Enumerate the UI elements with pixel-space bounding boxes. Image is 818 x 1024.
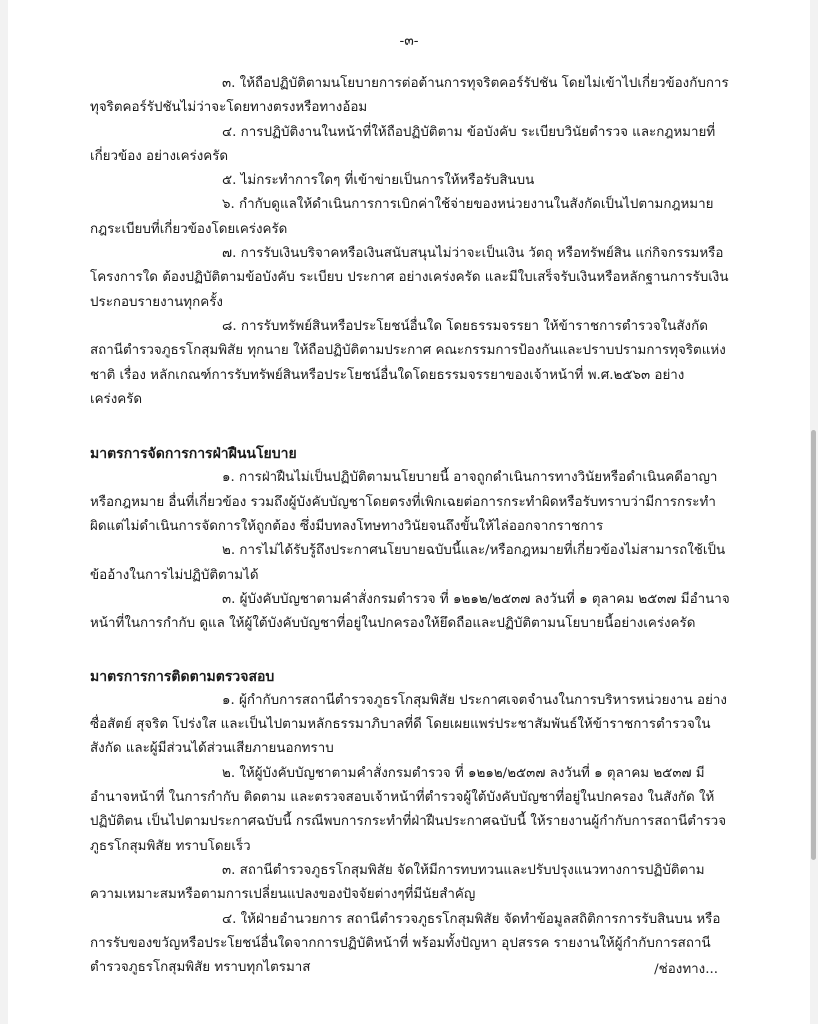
violation-item: ๑. การฝ่าฝืนไม่เป็นปฏิบัติตามนโยบายนี้ อาจถูกดำเนินการทางวินัยหรือดำเนินคดีอาญาหรือกฎหมาย อื่นที่เกี่ยวข้อง รวมถึงผู้บังคับบัญชาโดยตรงที่เพิกเฉยต่อการกระทำผิดหรือรับทราบว่ามีการกระทำผิดแต่ไม่ดำเนินการจัดการให้ถูกต้อง ซึ่งมีบทลงโทษทางวินัยจนถึงขั้นให้ไล่ออกจากราชการ bbox=[90, 470, 718, 535]
spacer bbox=[90, 637, 730, 665]
section-heading-violation: มาตรการจัดการการฝ่าฝืนนโยบาย bbox=[90, 446, 297, 463]
violation-item: ๒. การไม่ได้รับรู้ถึงประกาศนโยบายฉบับนี้และ/หรือกฎหมายที่เกี่ยวข้องไม่สามารถใช้เป็นข้ออ้างในการไม่ปฏิบัติตามได้ bbox=[90, 543, 726, 583]
policy-item: ๗. การรับเงินบริจาคหรือเงินสนับสนุนไม่ว่าจะเป็นเงิน วัตถุ หรือทรัพย์สิน แก่กิจกรรมหรือโครงการใด ต้องปฏิบัติตามข้อบังคับ ระเบียบ ประกาศ อย่างเคร่งครัด และมีใบเสร็จรับเงินหรือหลักฐานการรับเงินประกอบรายงานทุกครั้ง bbox=[90, 246, 729, 310]
page-number: -๓- bbox=[399, 33, 419, 49]
section-heading-monitoring: มาตรการการติดตามตรวจสอบ bbox=[90, 668, 275, 685]
scrollbar-thumb[interactable] bbox=[811, 430, 816, 860]
monitoring-item: ๓. สถานีตำรวจภูธรโกสุมพิสัย จัดให้มีการทบทวนและปรับปรุงแนวทางการปฏิบัติตามความเหมาะสมหรือตามการเปลี่ยนแปลงของปัจจัยต่างๆที่มีนัยสำคัญ bbox=[90, 862, 705, 903]
policy-item: ๕. ไม่กระทำการใดๆ ที่เข้าข่ายเป็นการให้หรือรับสินบน bbox=[222, 173, 535, 189]
spacer bbox=[90, 412, 730, 442]
scrollbar[interactable] bbox=[808, 0, 818, 1024]
policy-item: ๘. การรับทรัพย์สินหรือประโยชน์อื่นใด โดยธรรมจรรยา ให้ข้าราชการตำรวจในสังกัดสถานีตำรวจภูธรโกสุมพิสัย ทุกนาย ให้ถือปฏิบัติตามประกาศ คณะกรรมการป้องกันและปราบปรามการทุจริตแห่งชาติ เรื่อง หลักเกณฑ์การรับทรัพย์สินหรือประโยชน์อื่นใดโดยธรรมจรรยาของเจ้าหน้าที่ พ.ศ.๒๕๖๓ อย่างเคร่งครัด bbox=[90, 318, 726, 407]
monitoring-item: ๔. ให้ฝ่ายอำนวยการ สถานีตำรวจภูธรโกสุมพิสัย จัดทำข้อมูลสถิติการการรับสินบน หรือการรับของขวัญหรือประโยชน์อื่นใดจากการปฏิบัติหน้าที่ พร้อมทั้งปัญหา อุปสรรค รายงานให้ผู้กำกับการสถานีตำรวจภูธรโกสุมพิสัย ทราบทุกไตรมาส bbox=[90, 911, 721, 976]
policy-item: ๖. กำกับดูแลให้ดำเนินการการเบิกค่าใช้จ่ายของหน่วยงานในสังกัดเป็นไปตามกฎหมาย กฎระเบียบที่เกี่ยวข้องโดยเคร่งครัด bbox=[90, 197, 714, 237]
continued-marker: /ช่องทาง... bbox=[654, 962, 718, 977]
document-body bbox=[90, 72, 730, 980]
viewer-left-margin bbox=[0, 0, 8, 1024]
policy-item: ๓. ให้ถือปฏิบัติตามนโยบายการต่อต้านการทุจริตคอร์รัปชัน โดยไม่เข้าไปเกี่ยวข้องกับการทุจริตคอร์รัปชันไม่ว่าจะโดยทางตรงหรือทางอ้อม bbox=[90, 76, 729, 116]
violation-item: ๓. ผู้บังคับบัญชาตามคำสั่งกรมตำรวจ ที่ ๑๒๑๒/๒๕๓๗ ลงวันที่ ๑ ตุลาคม ๒๕๓๗ มีอำนาจหน้าที่ในการกำกับ ดูแล ให้ผู้ใต้บังคับบัญชาที่อยู่ในปกครองให้ยึดถือและปฏิบัติตามนโยบายนี้อย่างเคร่งครัด bbox=[90, 591, 730, 632]
policy-item: ๔. การปฏิบัติงานในหน้าที่ให้ถือปฏิบัติตาม ข้อบังคับ ระเบียบวินัยตำรวจ และกฎหมายที่เกี่ยวข้อง อย่างเคร่งครัด bbox=[90, 124, 716, 164]
monitoring-item: ๑. ผู้กำกับการสถานีตำรวจภูธรโกสุมพิสัย ประกาศเจตจำนงในการบริหารหน่วยงาน อย่างซื่อสัตย์ สุจริต โปร่งใส และเป็นไปตามหลักธรรมาภิบาลที่ดี โดยเผยแพร่ประชาสัมพันธ์ให้ข้าราชการตำรวจในสังกัด และผู้มีส่วนได้ส่วนเสียภายนอกทราบ bbox=[90, 692, 727, 757]
monitoring-item: ๒. ให้ผู้บังคับบัญชาตามคำสั่งกรมตำรวจ ที่ ๑๒๑๒/๒๕๓๗ ลงวันที่ ๑ ตุลาคม ๒๕๓๗ มีอำนาจหน้าที่ ในการกำกับ ติดตาม และตรวจสอบเจ้าหน้าที่ตำรวจผู้ใต้บังคับบัญชาที่อยู่ในปกครอง ในสังกัด ให้ปฏิบัติตน เป็นไปตามประกาศฉบับนี้ กรณีพบการกระทำที่ฝ่าฝืนประกาศฉบับนี้ ให้รายงานผู้กำกับการสถานีตำรวจภูธรโกสุมพิสัย ทราบโดยเร็ว bbox=[90, 765, 727, 854]
